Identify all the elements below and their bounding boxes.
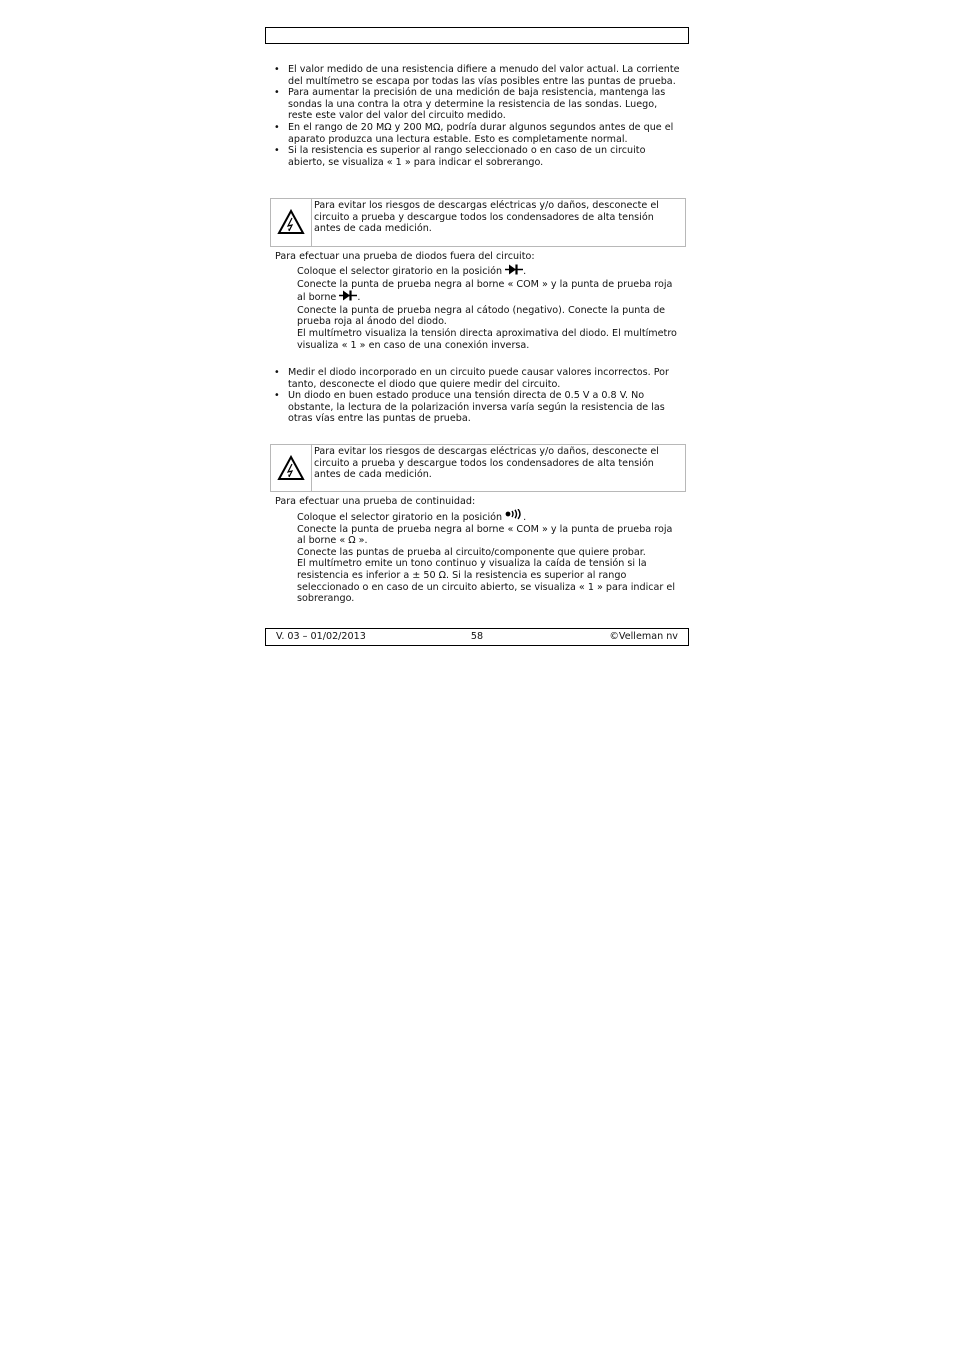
diode-step-2: Conecte la punta de prueba negra al borne « COM » y la punta de prueba roja al borne . bbox=[297, 278, 673, 304]
diode-step-1: Coloque el selector giratorio en la posición . bbox=[297, 266, 527, 277]
diode-step-3: Conecte la punta de prueba negra al cátodo (negativo). Conecte la punta de prueba roja al ánodo del diodo. bbox=[297, 304, 666, 328]
electric-shock-warning-icon bbox=[277, 209, 305, 235]
copyright: ©Velleman nv bbox=[609, 631, 678, 642]
diode-step-4: El multímetro visualiza la tensión directa aproximativa del diodo. El multímetro visualiza « 1 » en caso de una conexión inversa. bbox=[297, 327, 677, 351]
list-item: • Para aumentar la precisión de una medición de baja resistencia, mantenga las sondas la una contra la otra y determine la resistencia de las sondas. Luego, reste este valor del valor del circuito medido. bbox=[274, 87, 684, 122]
continuity-test-intro: Para efectuar una prueba de continuidad: bbox=[275, 496, 476, 507]
continuity-test-steps bbox=[297, 509, 683, 605]
resistance-notes-list bbox=[274, 64, 684, 168]
continuity-step-2: Conecte la punta de prueba negra al borne « COM » y la punta de prueba roja al borne « Ω ». bbox=[297, 523, 673, 547]
diode-icon bbox=[339, 290, 357, 301]
buzzer-icon bbox=[505, 509, 523, 521]
electric-shock-warning-icon bbox=[277, 455, 305, 481]
list-item: • Un diodo en buen estado produce una tensión directa de 0.5 V a 0.8 V. No obstante, la lectura de la polarización inversa varía según la resistencia de las otras vías entre las puntas de prueba. bbox=[274, 390, 684, 425]
warning-icon-cell bbox=[271, 445, 312, 491]
list-item: • Si la resistencia es superior al rango seleccionado o en caso de un circuito abierto, se visualiza « 1 » para indicar el sobrerango. bbox=[274, 145, 684, 168]
list-item: • En el rango de 20 MΩ y 200 MΩ, podría durar algunos segundos antes de que el aparato produzca una lectura estable. Esto es completamente normal. bbox=[274, 122, 684, 145]
warning-box bbox=[270, 444, 686, 492]
diode-test-steps bbox=[297, 264, 683, 351]
warning-box bbox=[270, 198, 686, 247]
list-item: • Medir el diodo incorporado en un circuito puede causar valores incorrectos. Por tanto, desconecte el diodo que quiere medir del circuito. bbox=[274, 367, 684, 390]
warning-text: Para evitar los riesgos de descargas eléctricas y/o daños, desconecte el circuito a prueba y descargue todos los condensadores de alta tensión antes de cada medición. bbox=[314, 446, 659, 481]
continuity-step-3: Conecte las puntas de prueba al circuito/componente que quiere probar. bbox=[297, 546, 646, 558]
diode-test-intro: Para efectuar una prueba de diodos fuera del circuito: bbox=[275, 251, 535, 262]
page-footer bbox=[265, 628, 689, 646]
page-header-box bbox=[265, 27, 689, 44]
page-number: 58 bbox=[470, 631, 484, 642]
continuity-step-4: El multímetro emite un tono continuo y visualiza la caída de tensión si la resistencia es inferior a ± 50 Ω. Si la resistencia es superior al rango seleccionado o en caso de un circuito abierto, se visualiza « 1 » para indicar el sobrerango. bbox=[297, 558, 675, 605]
version-date: V. 03 – 01/02/2013 bbox=[276, 631, 366, 642]
continuity-step-1: Coloque el selector giratorio en la posición . bbox=[297, 509, 683, 524]
warning-text: Para evitar los riesgos de descargas eléctricas y/o daños, desconecte el circuito a prueba y descargue todos los condensadores de alta tensión antes de cada medición. bbox=[314, 200, 659, 235]
list-item: • El valor medido de una resistencia difiere a menudo del valor actual. La corriente del multímetro se escapa por todas las vías posibles entre las puntas de prueba. bbox=[274, 64, 684, 87]
diode-notes-list bbox=[274, 367, 684, 425]
warning-icon-cell bbox=[271, 199, 312, 246]
diode-icon bbox=[505, 264, 523, 275]
